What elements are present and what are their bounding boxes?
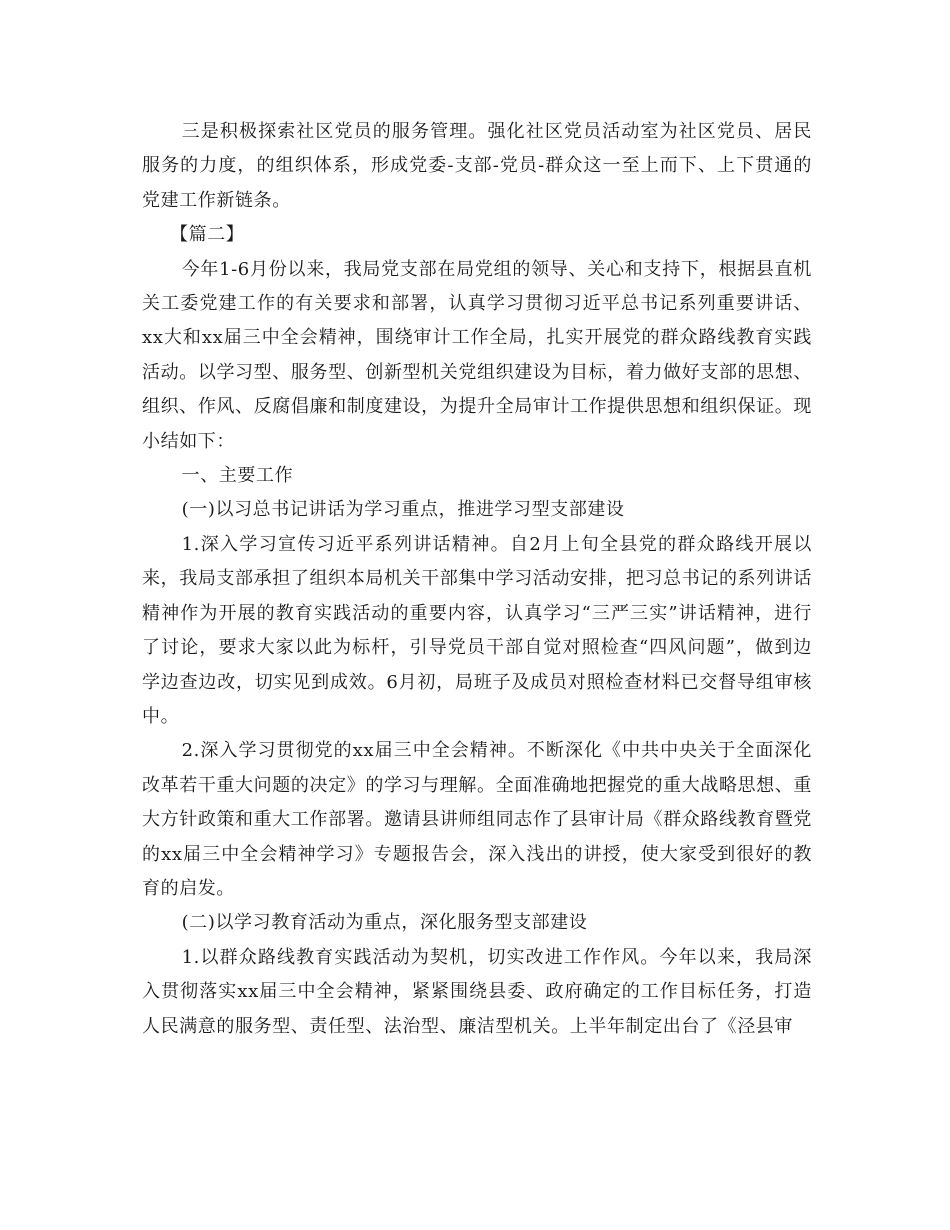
subheading-2: (二)以学习教育活动为重点，深化服务型支部建设 <box>181 912 588 934</box>
paragraph-5: 1.以群众路线教育实践活动为契机，切实改进工作作风。今年以来，我局深入贯彻落实xx届三中全会精神，紧紧围绕县委、政府确定的工作目标任务，打造人民满意的服务型、责任型、法治型、廉洁型机关。上半年制定出台了《泾县审 <box>142 946 812 1037</box>
paragraph-2: 今年1-6月份以来，我局党支部在局党组的领导、关心和支持下，根据县直机关工委党建工作的有关要求和部署，认真学习贯彻习近平总书记系列重要讲话、xx大和xx届三中全会精神，围绕审计工作全局，扎实开展党的群众路线教育实践活动。以学习型、服务型、创新型机关党组织建设为目标，着力做好支部的思想、组织、作风、反腐倡廉和制度建设，为提升全局审计工作提供思想和组织保证。现小结如下： <box>142 258 812 452</box>
paragraph-4: 2.深入学习贯彻党的xx届三中全会精神。不断深化《中共中央关于全面深化改革若干重大问题的决定》的学习与理解。全面准确地把握党的重大战略思想、重大方针政策和重大工作部署。邀请县讲师组同志作了县审计局《群众路线教育暨党的xx届三中全会精神学习》专题报告会，深入浅出的讲授，使大家受到很好的教育的启发。 <box>142 740 812 899</box>
paragraph-3: 1.深入学习宣传习近平系列讲话精神。自2月上旬全县党的群众路线开展以来，我局支部承担了组织本局机关干部集中学习活动安排，把习总书记的系列讲话精神作为开展的教育实践活动的重要内容，认真学习“三严三实”讲话精神，进行了讨论，要求大家以此为标杆，引导党员干部自觉对照检查“四风问题”，做到边学边查边改，切实见到成效。6月初，局班子及成员对照检查材料已交督导组审核中。 <box>142 533 812 727</box>
paragraph-1: 三是积极探索社区党员的服务管理。强化社区党员活动室为社区党员、居民服务的力度，的组织体系，形成党委-支部-党员-群众这一至上而下、上下贯通的党建工作新链条。 <box>142 121 812 211</box>
section-heading: 【篇二】 <box>170 224 245 246</box>
subheading-1: (一)以习总书记讲话为学习重点，推进学习型支部建设 <box>181 499 625 521</box>
subheading-main-work: 一、主要工作 <box>181 465 294 487</box>
document-body <box>142 115 812 1044</box>
